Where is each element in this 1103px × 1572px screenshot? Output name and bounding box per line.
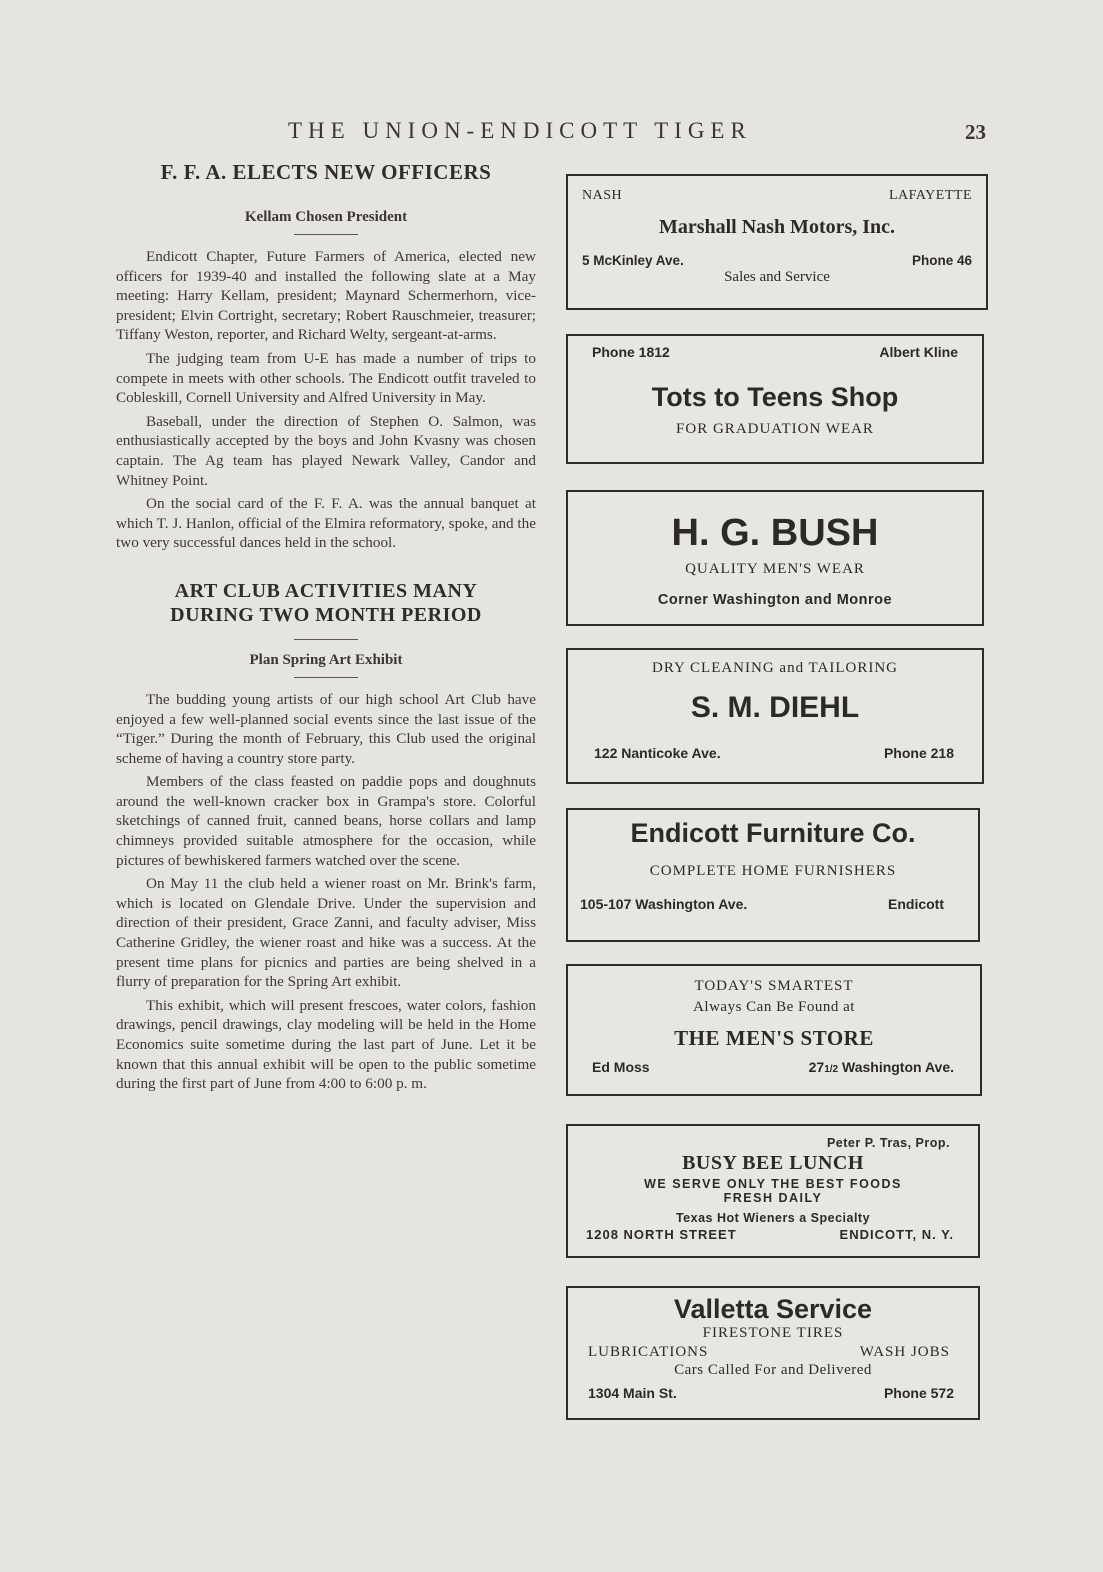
ad-address: 1304 Main St. — [588, 1385, 677, 1401]
ad-business-name: BUSY BEE LUNCH — [682, 1152, 864, 1174]
ad-tagline: Sales and Service — [724, 269, 830, 285]
paragraph: The budding young artists of our high school Art Club have enjoyed a few well-planned social events since the last issue of the “Tiger.” During the month of February, this Club used the original scheme of having a country store party. — [116, 690, 536, 767]
ad-phone: Phone 572 — [883, 1385, 954, 1401]
ad-line: Texas Hot Wieners a Specialty — [675, 1211, 871, 1225]
ad-business-name: S. M. DIEHL — [690, 691, 860, 724]
ad-city: ENDICOTT, N. Y. — [839, 1227, 954, 1242]
ad-line: Cars Called For and Delivered — [674, 1362, 872, 1378]
article-subhead: Plan Spring Art Exhibit — [249, 651, 403, 668]
ad-line: WE SERVE ONLY THE BEST FOODS — [644, 1177, 902, 1191]
publication-title: THE UNION-ENDICOTT TIGER — [288, 118, 752, 143]
ad-address-fraction: 1/2 — [824, 1064, 839, 1075]
ad-owner: Ed Moss — [592, 1059, 650, 1075]
running-header — [0, 118, 1103, 158]
ad-address: 105-107 Washington Ave. — [580, 896, 748, 912]
ad-address-number: 27 — [808, 1059, 825, 1075]
ad-address-street: Washington Ave. — [842, 1059, 954, 1075]
paragraph: Endicott Chapter, Future Farmers of America, elected new officers for 1939-40 and installed the following slate at a May meeting: Harry Kellam, president; Maynard Schermerhorn, vice-president; Elvin Cortright, secretary; Robert Rauschmeier, treasurer; Tiffany Weston, reporter, and Richard Welty, sergeant-at-arms. — [116, 248, 536, 344]
ad-tagline: DRY CLEANING and TAILORING — [651, 660, 899, 676]
article-art-club — [116, 579, 536, 1094]
divider — [294, 234, 358, 235]
article-headline: F. F. A. ELECTS NEW OFFICERS — [160, 160, 492, 184]
ad-owner: Albert Kline — [879, 344, 958, 360]
ad-endicott-furniture — [566, 808, 980, 942]
ad-owner: Peter P. Tras, Prop. — [826, 1136, 950, 1150]
ad-business-name: H. G. BUSH — [671, 512, 879, 554]
ad-tots-to-teens — [566, 334, 984, 464]
article-subhead: Kellam Chosen President — [244, 209, 408, 225]
ad-business-name: Valletta Service — [673, 1294, 873, 1324]
ad-phone: Phone 218 — [883, 745, 954, 761]
ad-address: 5 McKinley Ave. — [582, 253, 684, 268]
ad-address: Corner Washington and Monroe — [657, 592, 893, 608]
paragraph: Baseball, under the direction of Stephen O. Salmon, was enthusiastically accepted by the boys and John Kvasny was chosen captain. The Ag team has played Newark Valley, Candor and Whitney Point. — [116, 412, 536, 489]
ad-mens-store — [566, 964, 982, 1096]
ad-tagline: COMPLETE HOME FURNISHERS — [649, 863, 897, 879]
ad-city: Endicott — [888, 896, 944, 912]
ad-brand-left: NASH — [582, 188, 623, 203]
article-headline-line2: DURING TWO MONTH PERIOD — [170, 603, 482, 626]
ad-service-right: WASH JOBS — [859, 1344, 950, 1360]
ad-marshall-nash — [566, 174, 988, 310]
page-number: 23 — [965, 120, 986, 144]
ad-service-left: LUBRICATIONS — [588, 1344, 709, 1360]
article-headline-line1: ART CLUB ACTIVITIES MANY — [174, 579, 478, 602]
ad-business-name: Marshall Nash Motors, Inc. — [658, 216, 896, 238]
ad-address: 122 Nanticoke Ave. — [594, 745, 721, 761]
ad-phone: Phone 46 — [911, 253, 972, 268]
ad-line: Always Can Be Found at — [693, 999, 855, 1015]
paragraph: This exhibit, which will present frescoes, water colors, fashion drawings, pencil drawings, clay modeling will be held in the Home Economics suite sometime during the last part of June. Let it be known that this annual exhibit will be open to the public sometime during the first part of June from 4:00 to 6:00 p. m. — [116, 996, 536, 1093]
ad-line: FRESH DAILY — [723, 1191, 823, 1205]
ad-valletta-service — [566, 1286, 980, 1420]
paragraph: Members of the class feasted on paddie pops and doughnuts around the well-known cracker box in Grampa's store. Colorful sketchings of canned fruit, canned beans, horse collars and lamp chimneys provided suitable atmosphere for the occasion, while pictures of bewhiskered farmers watched over the scene. — [116, 773, 536, 869]
ad-business-name: Tots to Teens Shop — [651, 382, 899, 412]
ad-address: 1208 NORTH STREET — [586, 1227, 737, 1242]
ad-business-name: Endicott Furniture Co. — [630, 818, 916, 848]
ad-tagline: FOR GRADUATION WEAR — [676, 421, 874, 437]
divider — [294, 677, 358, 678]
ad-phone: Phone 1812 — [592, 344, 670, 360]
ad-address — [809, 1059, 954, 1075]
left-column — [116, 160, 536, 1098]
paragraph: On the social card of the F. F. A. was the annual banquet at which T. J. Hanlon, official of the Elmira reformatory, spoke, and the two very successful dances held in the school. — [116, 495, 536, 552]
ad-tagline: QUALITY MEN'S WEAR — [685, 561, 865, 577]
ad-line: TODAY'S SMARTEST — [694, 978, 854, 994]
ad-busy-bee-lunch — [566, 1124, 980, 1258]
paragraph: The judging team from U-E has made a number of trips to compete in meets with other schools. The Endicott outfit traveled to Cobleskill, Cornell University and Alfred University in May. — [116, 349, 536, 407]
paragraph: On May 11 the club held a wiener roast on Mr. Brink's farm, which is located on Glendale Drive. Under the supervision and direction of their president, Grace Zanni, and faculty adviser, Miss Catherine Gridley, the wiener roast and hike was a success. At the present time plans for picnics and parties are being shelved in a flurry of preparation for the Spring Art exhibit. — [116, 875, 536, 991]
ad-business-name: THE MEN'S STORE — [674, 1026, 874, 1050]
ad-hg-bush — [566, 490, 984, 626]
ad-sm-diehl — [566, 648, 984, 784]
ad-brand-right: LAFAYETTE — [888, 188, 972, 203]
article-ffa — [116, 160, 536, 553]
divider — [294, 639, 358, 640]
ad-line: FIRESTONE TIRES — [702, 1325, 844, 1341]
